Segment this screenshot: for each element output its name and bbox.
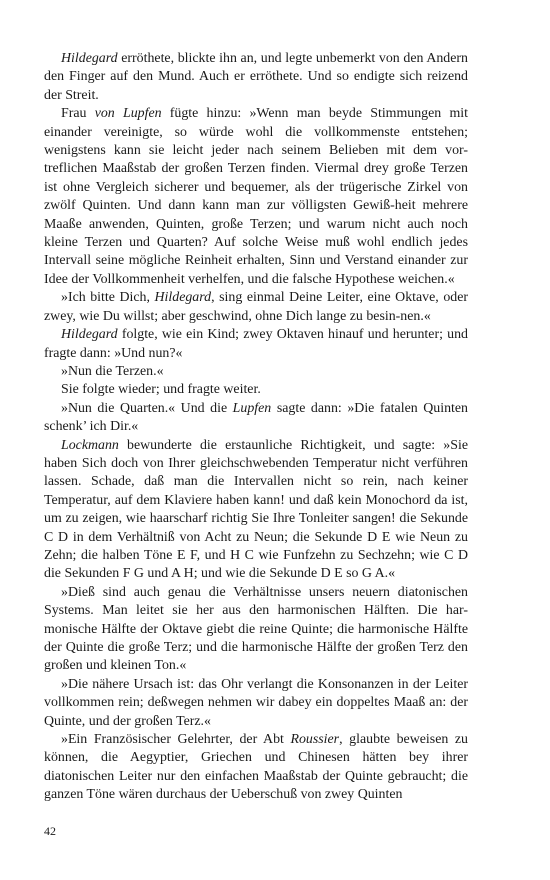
- text-run: »Ich bitte Dich,: [61, 290, 155, 306]
- text-run: »Nun die Quarten.« Und die: [61, 400, 233, 416]
- text-run: fügte hinzu: »Wenn man beyde Stimmungen mit einander vereinigte, so würde wohl die vollkommenste entstehen; wenigstens kann sie leicht jeder nach seinem Belieben mit dem vor-treflichen Maaßstab der großen Terzen finden. Viermal drey große Terzen ist ohne Vergleich sicherer und bequemer, als der trügerische Zirkel von zwölf Quinten. Und dann kann man zur völligsten Gewiß-heit mehrere Maaße anwenden, Quinten, große Terzen; und warum nicht auch noch kleine Terzen und Quarten? Auf solche Weise muß wohl endlich jedes Intervall seine mögliche Reinheit erhalten, Sinn und Verstand einander zur Idee der Vollkommenheit verhelfen, und die falsche Hypothese weichen.«: [44, 106, 468, 287]
- italic-run: Lockmann: [61, 437, 119, 453]
- italic-run: Lupfen: [232, 400, 272, 416]
- text-run: sagte dann: »Die fatalen Quinten schenk’ ich Dir.«: [44, 400, 468, 435]
- italic-run: Hildegard: [61, 327, 118, 343]
- text-run: , sing einmal Deine Leiter, eine Oktave, oder zwey, wie Du willst; aber geschwind, ohne Dich lange zu besin-nen.«: [44, 290, 468, 324]
- paragraph: [44, 381, 468, 399]
- italic-run: von Lupfen: [94, 106, 162, 122]
- text-run: , glaubte beweisen zu können, die Aegyptier, Griechen und Chinesen hätten bey ihrer diatonischen Leiter nur den einfachen Maaßstab der Quinte gebraucht; die ganzen Töne wären durchaus der Ueberschuß von zwey Quinten: [44, 732, 468, 803]
- paragraph: [44, 400, 468, 437]
- text-run: Frau: [61, 106, 95, 122]
- text-run: »Die nähere Ursach ist: das Ohr verlangt die Konsonanzen in der Leiter vollkommen rein; deßwegen nehmen wir dabey ein doppeltes Maaß an: der Quinte, und der großen Terz.«: [44, 676, 468, 729]
- paragraph: [44, 289, 468, 326]
- italic-run: Hildegard: [154, 290, 212, 306]
- paragraph: [44, 326, 468, 363]
- page-number: 42: [44, 824, 56, 838]
- text-run: »Dieß sind auch genau die Verhältnisse unsers neuern diatonischen Systems. Man leitet sie her aus den harmonischen Hälften. Die har-monische Hälfte der Oktave giebt die reine Quinte; die harmonische Hälfte der Quinte die große Terz; und die harmonische Hälfte der großen Terz den großen und kleinen Ton.«: [44, 584, 468, 674]
- text-run: bewunderte die erstaunliche Richtigkeit, und sagte: »Sie haben Sich doch von Ihrer gleichschwebenden Temperatur nicht verführen lassen. Schade, daß man die Intervallen nicht so rein, nach keiner Temperatur, auf dem Klaviere haben kann! und daß kein Monochord da ist, um zu zeigen, wie haarscharf richtig Sie Ihre Tonleiter sangen! die Sekunde C D in dem Verhältniß von Acht zu Neun; die Sekunde D E wie Neun zu Zehn; die halben Töne E F, und H C wie Funfzehn zu Sechzehn; wie C D die Sekunden F G und A H; und wie die Sekunde D E so G A.«: [44, 437, 468, 582]
- paragraph: [44, 676, 468, 731]
- text-run: Sie folgte wieder; und fragte weiter.: [61, 382, 261, 398]
- text-run: erröthete, blickte ihn an, und legte unbemerkt von den Andern den Finger auf den Mund. Auch er erröthete. Und so endigte sich reizend der Streit.: [44, 51, 468, 103]
- paragraph: [44, 584, 468, 676]
- text-run: »Ein Französischer Gelehrter, der Abt: [61, 732, 291, 748]
- paragraph: [44, 437, 468, 584]
- paragraph: [44, 731, 468, 805]
- paragraph: [44, 105, 468, 289]
- paragraph: [44, 50, 468, 105]
- text-run: folgte, wie ein Kind; zwey Oktaven hinauf und herunter; und fragte dann: »Und nun?«: [44, 327, 468, 361]
- text-run: »Nun die Terzen.«: [61, 363, 164, 379]
- body-text: [44, 50, 468, 805]
- italic-run: Roussier: [290, 732, 340, 748]
- italic-run: Hildegard: [61, 51, 118, 66]
- paragraph: [44, 363, 468, 381]
